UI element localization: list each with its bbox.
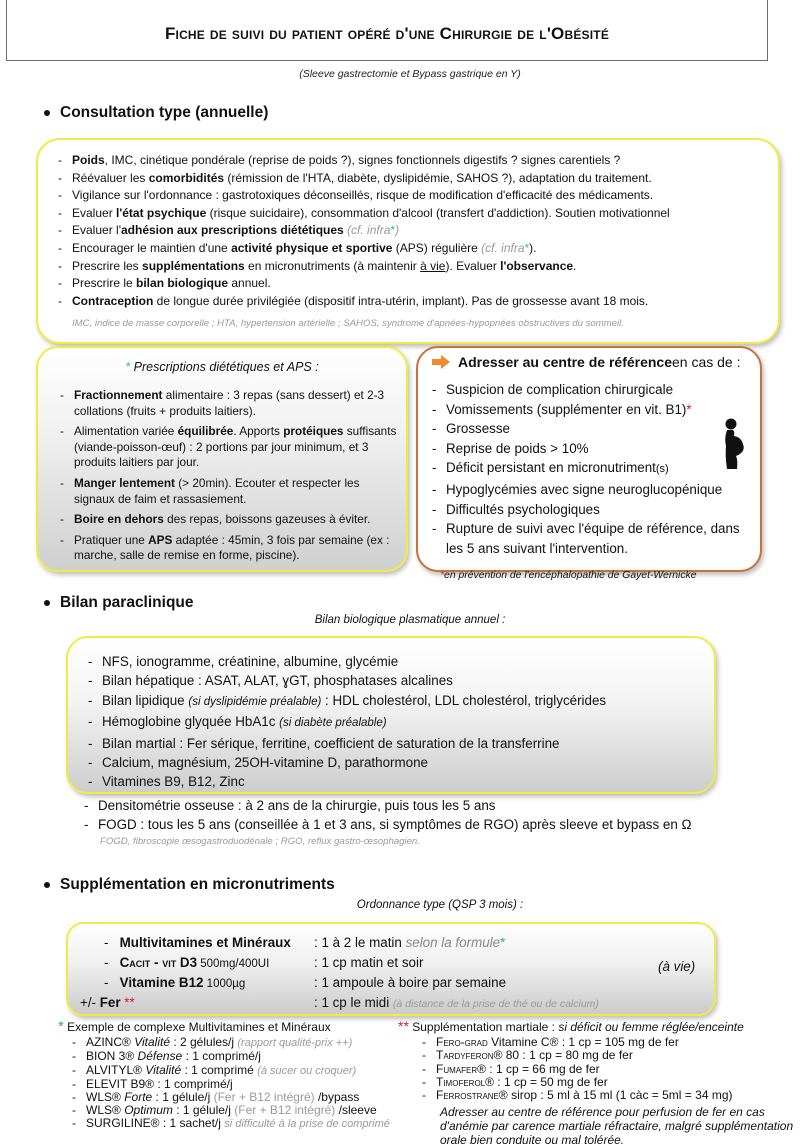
title-box xyxy=(6,0,768,61)
list-item: - Rupture de suivi avec l'équipe de référence, dans les 5 ans suivant l'intervention. xyxy=(432,519,752,558)
row-label: - Vitamine B12 1000µg xyxy=(104,975,246,990)
bilan-list xyxy=(88,652,708,792)
row-value: : 1 ampoule à boire par semaine xyxy=(314,975,507,990)
row-value: : 1 cp le midi (à distance de la prise de thé ou de calcium) xyxy=(314,995,599,1010)
consultation-heading-text: Consultation type (annuelle) xyxy=(60,104,269,121)
list-item: - Tardyferon® 80 : 1 cp = 80 mg de fer xyxy=(422,1049,800,1062)
list-item: - Timoferol® : 1 cp = 50 mg de fer xyxy=(422,1076,800,1089)
list-item: - Poids, IMC, cinétique pondérale (reprise de poids ?), signes fonctionnels digestifs ? signes carentiels ? xyxy=(58,152,778,170)
list-item: - Fumafer® : 1 cp = 66 mg de fer xyxy=(422,1063,800,1076)
referral-box xyxy=(416,346,762,572)
list-item: - Déficit persistant en micronutriment(s) xyxy=(432,458,752,480)
list-item: - Hémoglobine glyquée HbA1c (si diabète préalable) xyxy=(88,712,708,733)
dietetic-list xyxy=(60,388,400,569)
list-item: - Vomissements (supplémenter en vit. B1)* xyxy=(432,400,752,420)
list-item: - NFS, ionogramme, créatinine, albumine, glycémie xyxy=(88,652,708,671)
list-item: - Vitamines B9, B12, Zinc xyxy=(88,772,708,791)
list-item: - Grossesse xyxy=(432,419,752,439)
list-item: - Alimentation variée équilibrée. Apports protéiques suffisants (viande-poisson-œuf) : 2 portions par jour minimum, et 3 produits laitiers par jour. xyxy=(60,424,400,471)
bullet-icon xyxy=(44,600,50,606)
row-label: - Multivitamines et Minéraux xyxy=(104,935,291,950)
bilan-box xyxy=(66,636,716,794)
multivitamin-list xyxy=(72,1036,398,1131)
row-label: - Cacit - vit D3 500mg/400UI xyxy=(104,955,270,970)
list-item: - Ferrostrane® sirop : 5 ml à 15 ml (1 càc = 5ml = 34 mg) xyxy=(422,1089,800,1102)
iron-title: ** Supplémentation martiale : si déficit ou femme réglée/enceinte xyxy=(398,1018,744,1034)
list-item: - WLS® Optimum : 1 gélule/j (Fer + B12 intégré) /sleeve xyxy=(72,1104,398,1117)
consultation-footnote: IMC, indice de masse corporelle ; HTA, hypertension artérielle ; SAHOS, syndrome d'apnées-hypopnées obstructives du sommeil. xyxy=(72,318,624,329)
consultation-box xyxy=(36,138,780,344)
list-item: - Vigilance sur l'ordonnance : gastrotoxiques déconseillés, risque de modification d'efficacité des médicaments. xyxy=(58,187,778,205)
list-item: - Evaluer l'état psychique (risque suicidaire), consommation d'alcool (transfert d'addiction). Soutien motivationnel xyxy=(58,205,778,223)
row-value: : 1 à 2 le matin selon la formule* xyxy=(314,935,506,950)
list-item: - Hypoglycémies avec signe neuroglucopénique xyxy=(432,480,752,500)
dietetic-box xyxy=(36,346,408,572)
dietetic-heading: * Prescriptions diététiques et APS : xyxy=(125,360,319,374)
bilan-subtitle: Bilan biologique plasmatique annuel : xyxy=(314,614,506,626)
list-item: - Contraception de longue durée privilégiée (dispositif intra-utérin, implant). Pas de grossesse avant 18 mois. xyxy=(58,293,778,311)
page-subtitle: (Sleeve gastrectomie et Bypass gastrique en Y) xyxy=(299,68,521,80)
iron-supplementation xyxy=(398,1020,800,1147)
referral-heading: Adresser au centre de référence en cas de : xyxy=(432,354,741,370)
supplementation-heading-text: Supplémentation en micronutriments xyxy=(60,876,335,893)
list-item: - SURGILINE® : 1 sachet/j si difficulté à la prise de comprimé xyxy=(72,1117,398,1131)
list-item: - ALVITYL® Vitalité : 1 comprimé (à sucer ou croquer) xyxy=(72,1064,398,1078)
arrow-right-icon xyxy=(432,355,450,369)
iron-list xyxy=(422,1036,800,1102)
list-item: - Suspicion de complication chirurgicale xyxy=(432,380,752,400)
list-item: - Bilan hépatique : ASAT, ALAT, ɣGT, phosphatases alcalines xyxy=(88,671,708,690)
bullet-icon xyxy=(44,882,50,888)
row-value: : 1 cp matin et soir xyxy=(314,955,424,970)
list-item: - Bilan lipidique (si dyslipidémie préalable) : HDL cholestérol, LDL cholestérol, triglycérides xyxy=(88,691,708,712)
list-item: - Manger lentement (> 20min). Ecouter et respecter les signaux de faim et rassasiement. xyxy=(60,476,400,507)
list-item: - Evaluer l'adhésion aux prescriptions diététiques (cf. infra*) xyxy=(58,222,778,240)
list-item: - Prescrire les supplémentations en micronutriments (à maintenir à vie). Evaluer l'observance. xyxy=(58,258,778,276)
list-item: - AZINC® Vitalité : 2 gélules/j (rapport qualité-prix ++) xyxy=(72,1036,398,1050)
page-title: Fiche de suivi du patient opéré d'une Chirurgie de l'Obésité xyxy=(164,24,610,43)
bullet-icon xyxy=(44,110,50,116)
list-item: - Difficultés psychologiques xyxy=(432,500,752,520)
consultation-heading xyxy=(44,104,268,122)
list-item: - Boire en dehors des repas, boissons gazeuses à éviter. xyxy=(60,512,400,528)
pregnant-woman-icon xyxy=(720,418,746,470)
row-label: +/- Fer ** xyxy=(80,995,135,1010)
list-item: - BION 3® Défense : 1 comprimé/j xyxy=(72,1050,398,1063)
multivitamin-title: * Exemple de complexe Multivitamines et Minéraux xyxy=(58,1018,331,1035)
referral-list xyxy=(432,380,752,558)
bilan-footnote: FOGD, fibroscopie œsogastroduodénale ; RGO, reflux gastro-œsophagien. xyxy=(100,836,420,847)
list-item: - ELEVIT B9® : 1 comprimé/j xyxy=(72,1078,398,1091)
bilan-heading xyxy=(44,594,194,612)
list-item: - Fractionnement alimentaire : 3 repas (sans dessert) et 2-3 collations (fruits + produits laitiers). xyxy=(60,388,400,419)
wernicke-footnote: *en prévention de l'encéphalopathie de Gayet-Wernicke xyxy=(440,570,697,581)
list-item: - Fero-grad Vitamine C® : 1 cp = 105 mg de fer xyxy=(422,1036,800,1049)
list-item: - Densitométrie osseuse : à 2 ans de la chirurgie, puis tous les 5 ans xyxy=(84,796,784,815)
list-item: - Bilan martial : Fer sérique, ferritine, coefficient de saturation de la transferrine xyxy=(88,734,708,753)
multivitamin-examples xyxy=(58,1020,398,1132)
list-item: - Réévaluer les comorbidités (rémission de l'HTA, diabète, dyslipidémie, SAHOS ?), adaptation du traitement. xyxy=(58,170,778,188)
list-item: - WLS® Forte : 1 gélule/j (Fer + B12 intégré) /bypass xyxy=(72,1091,398,1104)
list-item: - FOGD : tous les 5 ans (conseillée à 1 et 3 ans, si symptômes de RGO) après sleeve et bypass en Ω xyxy=(84,815,784,834)
list-item: - Encourager le maintien d'une activité physique et sportive (APS) régulière (cf. infra*). xyxy=(58,240,778,258)
a-vie-label: (à vie) xyxy=(658,959,696,974)
list-item: - Calcium, magnésium, 25OH-vitamine D, parathormone xyxy=(88,753,708,772)
list-item: - Pratiquer une APS adaptée : 45min, 3 fois par semaine (ex : marche, salle de remise en forme, piscine). xyxy=(60,533,400,564)
consultation-list xyxy=(58,152,778,310)
list-item: - Reprise de poids > 10% xyxy=(432,439,752,459)
ordonnance-subtitle: Ordonnance type (QSP 3 mois) : xyxy=(356,899,524,911)
iron-note: Adresser au centre de référence pour perfusion de fer en cas d'anémie par carence martiale réfractaire, malgré supplémentation orale bien conduite ou mal tolérée. xyxy=(440,1105,794,1148)
list-item: - Prescrire le bilan biologique annuel. xyxy=(58,275,778,293)
bilan-heading-text: Bilan paraclinique xyxy=(60,594,194,611)
ordonnance-box xyxy=(66,922,716,1016)
bilan-extra xyxy=(84,796,784,835)
supplementation-heading xyxy=(44,876,335,894)
